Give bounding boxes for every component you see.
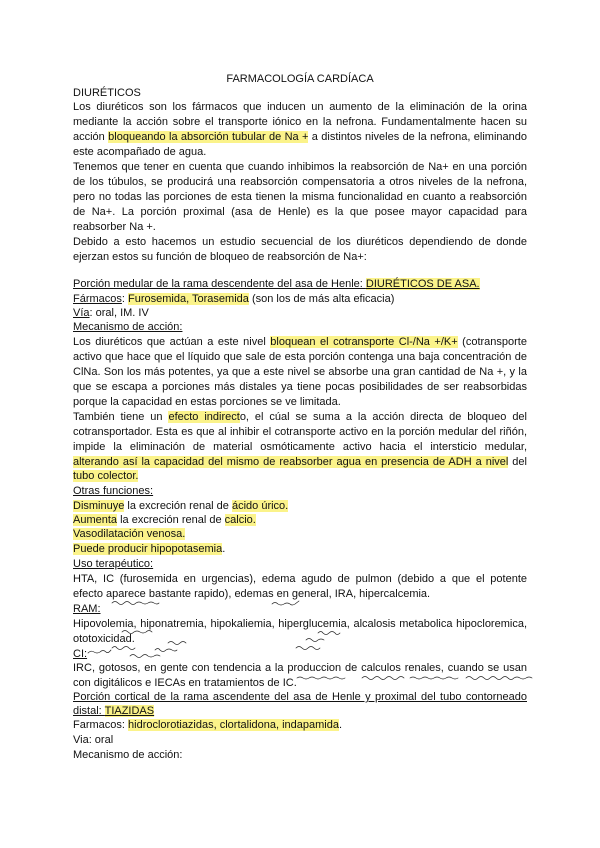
text: : bbox=[121, 293, 129, 305]
text: . bbox=[222, 543, 226, 555]
highlight: Aumenta bbox=[73, 514, 118, 526]
tiazidas-via: Via: oral bbox=[73, 734, 114, 746]
asa-farmacos bbox=[73, 293, 527, 306]
asa-heading bbox=[73, 278, 527, 291]
text: : oral, IM. IV bbox=[89, 307, 149, 319]
mecanismo-line bbox=[73, 411, 527, 424]
ci-line: IRC, gotosos, en gente con tendencia a la produccion de calculos renales, cuando se usan bbox=[73, 662, 527, 674]
highlight: efecto indirect bbox=[168, 411, 240, 423]
intro-line: reabsorber Na +. bbox=[73, 221, 156, 233]
otras-item bbox=[73, 500, 527, 513]
highlight: alterando así la capacidad del mismo de reabsorber agua en presencia de ADH a nivel bbox=[73, 456, 509, 468]
text: Porción medular de la rama descendente del asa de Henle: bbox=[73, 278, 366, 290]
highlight: hidroclorotiazidas, clortalidona, indapamida bbox=[128, 719, 339, 731]
asa-mecanismo-label: Mecanismo de acción: bbox=[73, 321, 183, 333]
text: del bbox=[508, 456, 527, 468]
highlight: ácido úrico. bbox=[231, 500, 289, 512]
label: Fármacos bbox=[73, 293, 122, 305]
highlight: bloqueando la absorción tubular de Na + bbox=[108, 131, 309, 143]
mecanismo-line: que se escapa a porciones más distales ya tiene pocas posibilidades de ser reabsorbidas bbox=[73, 381, 527, 393]
intro-line: Los diuréticos son los fármacos que inducen un aumento de la eliminación de la orina bbox=[73, 101, 527, 113]
highlight: tubo colector. bbox=[73, 470, 139, 482]
text: acción bbox=[73, 131, 109, 143]
highlight: TIAZIDAS bbox=[104, 705, 155, 717]
intro-line: este acompañado de agua. bbox=[73, 146, 207, 158]
text: También tiene un bbox=[73, 411, 169, 423]
mecanismo-line: cotransportador. Esta es que al inhibir el cotransporte activo en la porción medular del riñón, bbox=[73, 426, 527, 438]
intro-line: de Na+. La porción proximal (asa de Henle) es la que posee mayor capacidad para bbox=[73, 206, 527, 218]
highlight: Vasodilatación venosa. bbox=[73, 528, 186, 540]
text: a distintos niveles de la nefrona, eliminando bbox=[308, 131, 527, 143]
highlight: DIURÉTICOS DE ASA. bbox=[365, 278, 480, 290]
label: Vía bbox=[73, 307, 90, 319]
text: la excreción renal de bbox=[124, 500, 232, 512]
highlight: Furosemida, Torasemida bbox=[128, 293, 249, 305]
highlight: calcio. bbox=[224, 514, 256, 526]
ram-label: RAM: bbox=[73, 603, 101, 615]
uso-label: Uso terapéutico: bbox=[73, 558, 154, 570]
ram-line: Hipovolemia, hiponatremia, hipokaliemia, hiperglucemia, alcalosis metabolica hipocloremica, bbox=[73, 618, 527, 630]
mecanismo-line: ClNa. Son los más potentes, ya que a este nivel se absorbe una gran cantidad de Na +, y la bbox=[73, 366, 527, 378]
text: . bbox=[338, 719, 343, 731]
mecanismo-line: porque la capacidad en estas porciones se ve limitada. bbox=[73, 396, 341, 408]
text: Los diuréticos que actúan a este nivel bbox=[73, 336, 271, 348]
mecanismo-line: impide la eliminación de material osmóticamente activo hacia el intersticio medular, bbox=[73, 441, 527, 453]
text: (son los de más alta eficacia) bbox=[248, 293, 395, 305]
intro-line: de los túbulos, se producirá una reabsorción compensatoria a otros niveles de la nefrona, bbox=[73, 176, 527, 188]
mecanismo-line bbox=[73, 336, 527, 349]
tiazidas-farmacos bbox=[73, 719, 527, 732]
otras-item bbox=[73, 514, 527, 527]
intro-line: Debido a esto hacemos un estudio secuencial de los diuréticos dependiendo de donde bbox=[73, 236, 527, 248]
text: (cotransporte bbox=[457, 336, 527, 348]
mecanismo-line bbox=[73, 456, 527, 469]
tiazidas-heading-2 bbox=[73, 705, 527, 718]
tiazidas-heading: Porción cortical de la rama ascendente del asa de Henle y proximal del tubo contorneado bbox=[73, 691, 527, 703]
otras-item bbox=[73, 543, 527, 556]
text: Farmacos: bbox=[73, 719, 129, 731]
section-heading: DIURÉTICOS bbox=[73, 87, 141, 99]
intro-line: Tenemos que tener en cuenta que cuando inhibimos la reabsorción de Na+ en una porción bbox=[73, 161, 527, 173]
ci-line: con digitálicos e IECAs en tratamientos de IC. bbox=[73, 677, 297, 689]
mecanismo-line bbox=[73, 470, 527, 483]
mecanismo-line: activo que hace que el líquido que sale de esta porción contenga una baja concentración de bbox=[73, 351, 527, 363]
intro-line: pero no todas las porciones de esta tienen la misma funcionalidad en cuanto a reabsorción bbox=[73, 191, 527, 203]
tiazidas-mecanismo-label: Mecanismo de acción: bbox=[73, 749, 183, 761]
text: o, el cúal se suma a la acción directa de bloqueo del bbox=[239, 411, 527, 423]
intro-line: ejerzan estos su función de bloqueo de reabsorción de Na+: bbox=[73, 251, 367, 263]
document-title: FARMACOLOGÍA CARDÍACA bbox=[226, 73, 374, 85]
intro-line: mediante la acción sobre el transporte iónico en la nefrona. Fundamentalmente hacen su bbox=[73, 116, 527, 128]
ci-label: CI: bbox=[73, 648, 88, 660]
uso-line: HTA, IC (furosemida en urgencias), edema agudo de pulmon (debido a que el potente bbox=[73, 573, 527, 585]
intro-line bbox=[73, 131, 527, 144]
highlight: bloquean el cotransporte Cl-/Na +/K+ bbox=[270, 336, 458, 348]
asa-via bbox=[73, 307, 527, 320]
ram-line: ototoxicidad. bbox=[73, 633, 135, 645]
uso-line: efecto aparece bastante rapido), edemas en general, IRA, hipercalcemia. bbox=[73, 588, 431, 600]
highlight: Puede producir hipopotasemia bbox=[73, 543, 223, 555]
highlight: Disminuye bbox=[73, 500, 125, 512]
otras-item bbox=[73, 528, 527, 541]
otras-label: Otras funciones: bbox=[73, 485, 154, 497]
text: distal: bbox=[73, 705, 105, 717]
text: la excreción renal de bbox=[117, 514, 225, 526]
